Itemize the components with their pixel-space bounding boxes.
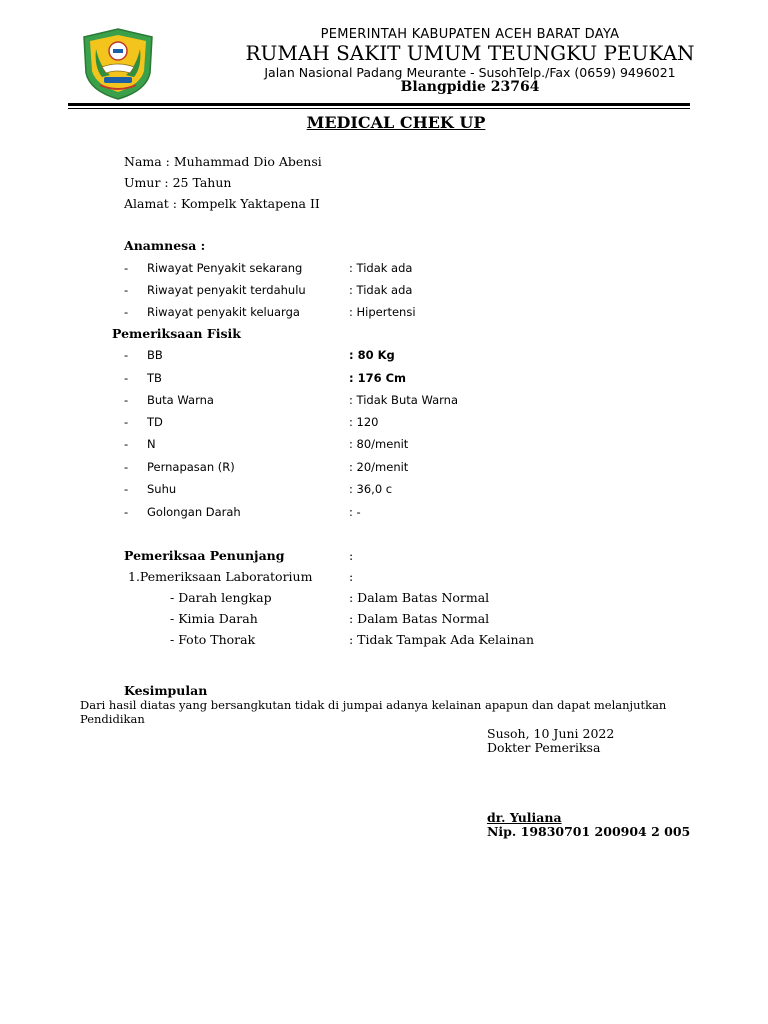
hospital-city: Blangpidie 23764 (400, 79, 540, 95)
hospital-name: RUMAH SAKIT UMUM TEUNGKU PEUKAN (245, 41, 695, 65)
patient-name: Nama : Muhammad Dio Abensi (124, 154, 322, 169)
anamnesa-value: : Hipertensi (349, 305, 416, 319)
doctor-name: dr. Yuliana (487, 810, 562, 825)
lab-value: : Dalam Batas Normal (349, 611, 490, 626)
fisik-label: BB (147, 348, 163, 362)
fisik-label: N (147, 437, 156, 451)
hospital-address: Jalan Nasional Padang Meurante - SusohTelp./Fax (0659) 9496021 (264, 65, 676, 80)
fisik-label: TB (147, 371, 162, 385)
fisik-value: : 176 Cm (349, 371, 407, 385)
fisik-value: : 80/menit (349, 437, 409, 451)
list-dash: - (124, 393, 129, 407)
fisik-label: TD (147, 415, 163, 429)
list-dash: - (124, 505, 129, 519)
fisik-value: : 36,0 c (349, 482, 393, 496)
fisik-value: : - (349, 505, 361, 519)
header-divider-thin (68, 108, 690, 109)
fisik-label: Buta Warna (147, 393, 214, 407)
regency-emblem-logo (80, 27, 156, 101)
lab-label: - Foto Thorak (170, 632, 256, 647)
fisik-label: Pernapasan (R) (147, 460, 235, 474)
fisik-value: : 20/menit (349, 460, 409, 474)
kesimpulan-text-line1: Dari hasil diatas yang bersangkutan tidak di jumpai adanya kelainan apapun dan dapat melanjutkan (80, 698, 667, 712)
lab-label: - Darah lengkap (170, 590, 272, 605)
fisik-heading: Pemeriksaan Fisik (112, 326, 241, 341)
lab-colon: : (349, 569, 354, 584)
fisik-value: : 80 Kg (349, 348, 395, 362)
list-dash: - (124, 482, 129, 496)
header-divider-thick (68, 103, 690, 106)
anamnesa-label: Riwayat penyakit terdahulu (147, 283, 306, 297)
anamnesa-label: Riwayat penyakit keluarga (147, 305, 300, 319)
patient-address: Alamat : Kompelk Yaktapena II (124, 196, 320, 211)
list-dash: - (124, 261, 129, 275)
penunjang-heading: Pemeriksaa Penunjang (124, 548, 285, 563)
list-dash: - (124, 371, 129, 385)
fisik-value: : 120 (349, 415, 379, 429)
anamnesa-heading: Anamnesa : (124, 238, 206, 253)
anamnesa-label: Riwayat Penyakit sekarang (147, 261, 303, 275)
list-dash: - (124, 348, 129, 362)
sign-place-date: Susoh, 10 Juni 2022 (487, 726, 615, 741)
lab-value: : Dalam Batas Normal (349, 590, 490, 605)
kesimpulan-heading: Kesimpulan (124, 683, 208, 698)
fisik-label: Suhu (147, 482, 177, 496)
list-dash: - (124, 437, 129, 451)
fisik-value: : Tidak Buta Warna (349, 393, 458, 407)
lab-heading: 1.Pemeriksaan Laboratorium (128, 569, 313, 584)
lab-label: - Kimia Darah (170, 611, 258, 626)
list-dash: - (124, 305, 129, 319)
kesimpulan-text-line2: Pendidikan (80, 712, 145, 726)
list-dash: - (124, 283, 129, 297)
anamnesa-value: : Tidak ada (349, 261, 413, 275)
patient-age: Umur : 25 Tahun (124, 175, 232, 190)
lab-value: : Tidak Tampak Ada Kelainan (349, 632, 535, 647)
sign-role: Dokter Pemeriksa (487, 740, 601, 755)
doctor-nip: Nip. 19830701 200904 2 005 (487, 824, 691, 839)
list-dash: - (124, 460, 129, 474)
penunjang-colon: : (349, 548, 354, 563)
list-dash: - (124, 415, 129, 429)
document-title: MEDICAL CHEK UP (306, 113, 486, 132)
government-heading: PEMERINTAH KABUPATEN ACEH BARAT DAYA (320, 27, 620, 42)
fisik-label: Golongan Darah (147, 505, 241, 519)
anamnesa-value: : Tidak ada (349, 283, 413, 297)
